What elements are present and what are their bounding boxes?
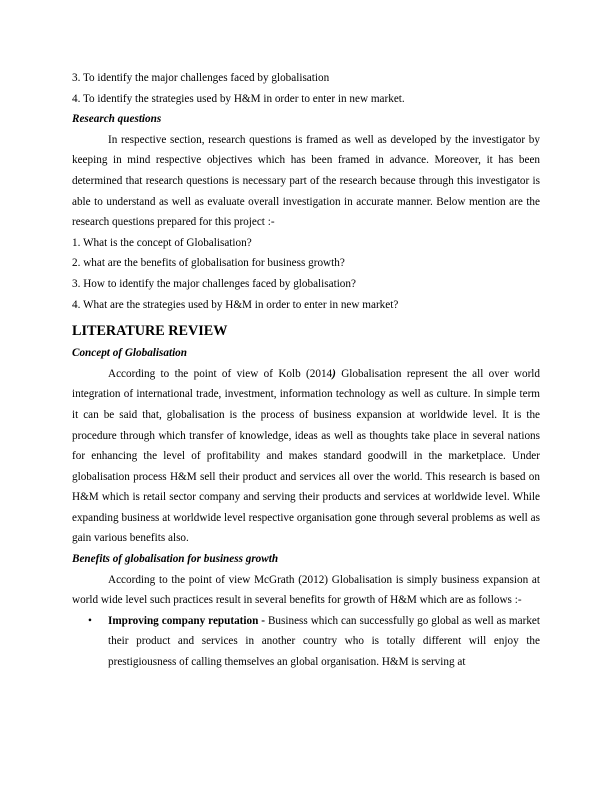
concept-paragraph-text: Globalisation represent the all over world integration of international trade, investment, information technology as well as culture. In simple term it can be said that, globalisation is the process of business expansion at worldwide level. It is the procedure through which transfer of knowledge, ideas as well as thoughts take place in several nations for enhancing the level of profitability and makes standard goodwill in the marketplace. Under globalisation process H&M sell their product and services all over the world. This research is based on H&M which is retail sector company and serving their products and services at worldwide level. While expanding business at worldwide level respective organisation gone through several problems as well as gain various benefits also.	[72, 367, 540, 545]
document-page	[72, 68, 540, 673]
concept-citation-close: )	[332, 367, 336, 380]
concept-heading: Concept of Globalisation	[72, 347, 187, 360]
research-question-1: 1. What is the concept of Globalisation?	[72, 236, 252, 249]
research-questions-paragraph: In respective section, research questions is framed as well as developed by the investigator by keeping in mind respective objectives which has been framed in advance. Moreover, it has been determined that research questions is necessary part of the research because through this investigator is able to understand as well as evaluate overall investigation in accurate manner. Below mention are the research questions prepared for this project :-	[72, 133, 540, 229]
benefits-heading: Benefits of globalisation for business growth	[72, 553, 279, 566]
bullet-title: Improving company reputation -	[108, 614, 266, 627]
objective-item-3: 3. To identify the major challenges faced by globalisation	[72, 72, 330, 84]
research-question-4: 4. What are the strategies used by H&M in order to enter in new market?	[72, 298, 399, 311]
list-item	[72, 611, 540, 673]
research-questions-heading: Research questions	[72, 113, 162, 126]
literature-review-title: LITERATURE REVIEW	[72, 323, 228, 340]
bullet-icon: •	[88, 614, 92, 627]
research-question-3: 3. How to identify the major challenges faced by globalisation?	[72, 277, 356, 290]
benefits-paragraph: According to the point of view McGrath (2012) Globalisation is simply business expansion at world wide level such practices result in several benefits for growth of H&M which are as follows :-	[72, 573, 540, 607]
bullet-text: Business which can successfully go global as well as market their product and services in another country who is totally different will enjoy the prestigiousness of calling themselves an global organisation. H&M is serving at	[108, 614, 540, 669]
concept-paragraph	[72, 364, 540, 549]
objective-item-4: 4. To identify the strategies used by H&M in order to enter in new market.	[72, 92, 405, 105]
concept-citation: According to the point of view of Kolb (2014	[108, 367, 333, 380]
research-question-2: 2. what are the benefits of globalisation for business growth?	[72, 257, 345, 270]
